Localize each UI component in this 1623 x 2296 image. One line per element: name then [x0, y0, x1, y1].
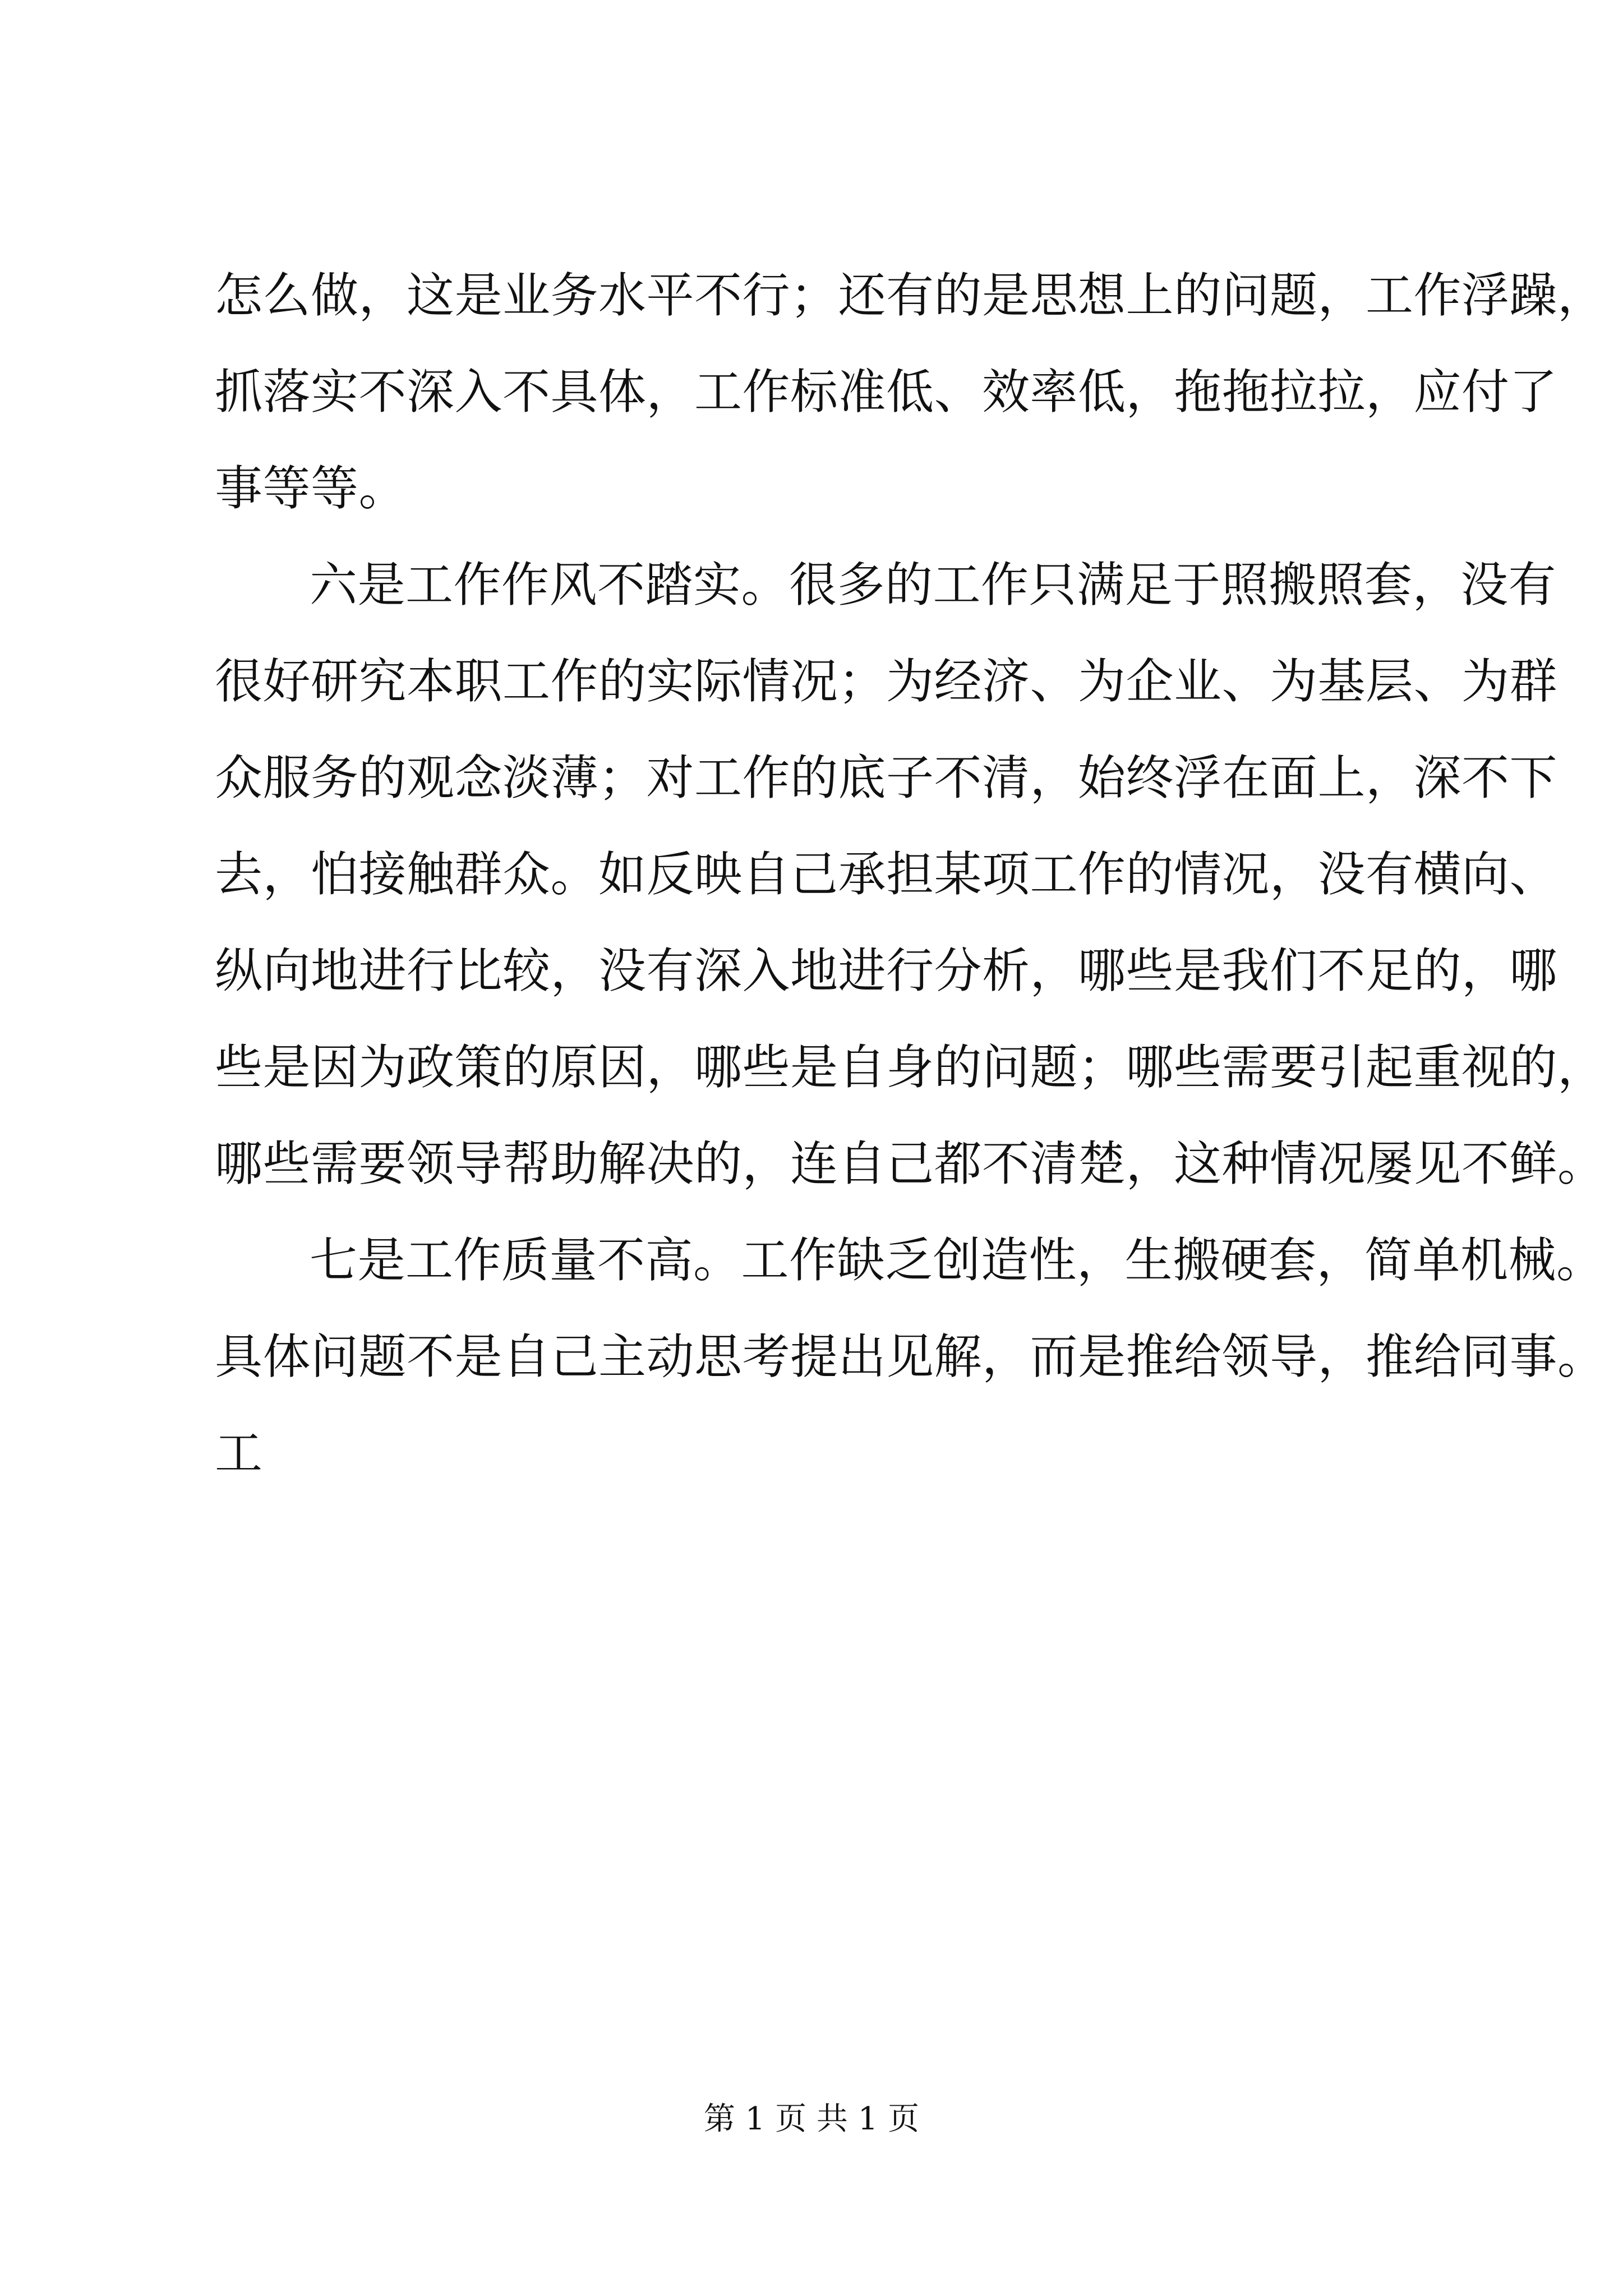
text-line: 很好研究本职工作的实际情况；为经济、为企业、为基层、为群	[215, 654, 1558, 710]
text-line: 事等等。	[215, 461, 407, 517]
text-line: 众服务的观念淡薄；对工作的底子不清，始终浮在面上，深不下	[215, 751, 1558, 806]
paragraph-six-first-line: 六是工作作风不踏实。很多的工作只满足于照搬照套，没有	[310, 558, 1557, 613]
page-number-footer: 第 1 页 共 1 页	[703, 2101, 920, 2137]
text-line: 具体问题不是自己主动思考提出见解，而是推给领导，推给同事。	[215, 1329, 1606, 1385]
paragraph-seven-first-line: 七是工作质量不高。工作缺乏创造性，生搬硬套，简单机械。	[310, 1233, 1604, 1289]
text-line: 些是因为政策的原因，哪些是自身的问题；哪些需要引起重视的，	[215, 1040, 1606, 1096]
text-line: 去，怕接触群众。如反映自己承担某项工作的情况，没有横向、	[215, 847, 1558, 903]
text-line: 怎么做，这是业务水平不行；还有的是思想上的问题，工作浮躁，	[215, 268, 1606, 324]
text-line: 哪些需要领导帮助解决的，连自己都不清楚，这种情况屡见不鲜。	[215, 1137, 1606, 1192]
text-line: 工	[215, 1426, 263, 1481]
text-line: 纵向地进行比较，没有深入地进行分析，哪些是我们不足的，哪	[215, 944, 1558, 999]
text-line: 抓落实不深入不具体，工作标准低、效率低，拖拖拉拉，应付了	[215, 365, 1558, 420]
